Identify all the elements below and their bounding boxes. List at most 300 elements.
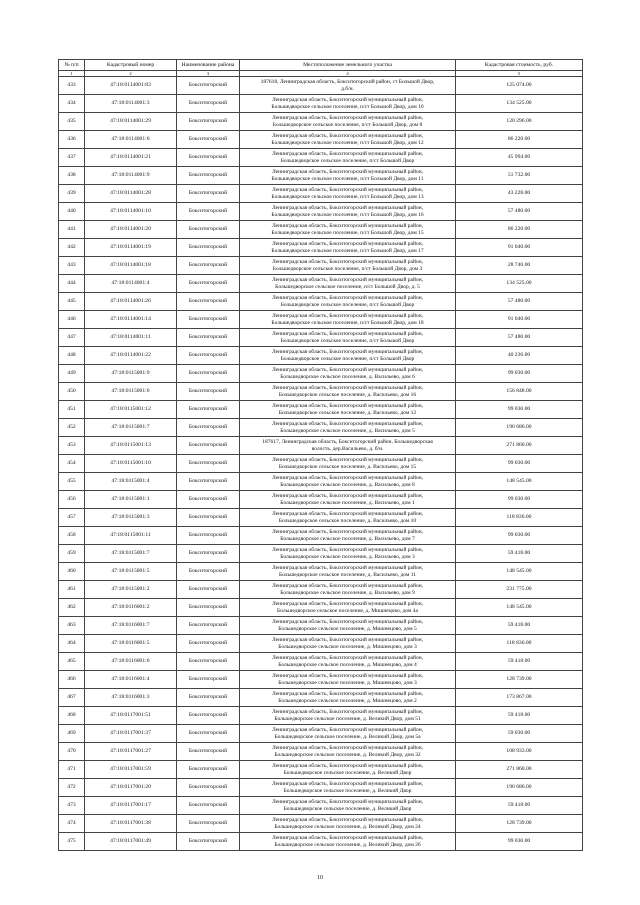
location-line: Ленинградская область, Бокситогорский муниципальный район, bbox=[271, 727, 424, 734]
row-number: 435 bbox=[59, 113, 85, 131]
table-row bbox=[59, 455, 583, 473]
row-number: 465 bbox=[59, 653, 85, 671]
location-cell bbox=[240, 401, 456, 419]
location-cell bbox=[240, 599, 456, 617]
district-name: Бокситогорский bbox=[177, 113, 240, 131]
table-row bbox=[59, 239, 583, 257]
cadastral-value: 43 228.00 bbox=[456, 185, 583, 203]
location-line: Большедворское сельское поселение, п/ст Большой Двор bbox=[280, 157, 415, 164]
location-cell bbox=[240, 257, 456, 275]
district-name: Бокситогорский bbox=[177, 437, 240, 455]
location-line: Ленинградская область, Бокситогорский муниципальный район, bbox=[271, 205, 424, 212]
location-line: Ленинградская область, Бокситогорский муниципальный район, bbox=[271, 457, 424, 464]
location-cell bbox=[240, 149, 456, 167]
table-row bbox=[59, 95, 583, 113]
row-number: 442 bbox=[59, 239, 85, 257]
location-line: Большедворское сельское поселение, п/ст Большой Двор, дом 18 bbox=[271, 319, 424, 326]
location-line: 187617, Ленинградская область, Бокситогорский район, Большедворская bbox=[262, 439, 433, 446]
cadastral-number: 47:18:0116001:4 bbox=[85, 671, 177, 689]
cadastral-number: 47:18:0115001:7 bbox=[85, 545, 177, 563]
location-line: Большедворское сельское поселение, д. Великий Двор, дом 5а bbox=[274, 733, 421, 740]
cadastral-number: 47:18:0115001:5 bbox=[85, 563, 177, 581]
cadastral-value: 59 418.00 bbox=[456, 653, 583, 671]
table-row bbox=[59, 707, 583, 725]
location-cell bbox=[240, 293, 456, 311]
location-line: Ленинградская область, Бокситогорский муниципальный район, bbox=[271, 115, 424, 122]
cadastral-value: 231 775.00 bbox=[456, 581, 583, 599]
cadastral-value: 45 994.00 bbox=[456, 149, 583, 167]
cadastral-number: 47:18:0117001:59 bbox=[85, 761, 177, 779]
location-cell bbox=[240, 581, 456, 599]
location-cell bbox=[240, 203, 456, 221]
location-line: Большедворское сельское поселение, п/ст Большой Двор bbox=[280, 355, 415, 362]
table-row bbox=[59, 491, 583, 509]
location-line: Большедворское сельское поселение, д. Мишнецово, дом 3 bbox=[278, 643, 417, 650]
location-cell bbox=[240, 383, 456, 401]
row-number: 433 bbox=[59, 77, 85, 95]
cadastral-number: 47:18:0114001:29 bbox=[85, 113, 177, 131]
row-number: 462 bbox=[59, 599, 85, 617]
row-number: 453 bbox=[59, 437, 85, 455]
location-line: Ленинградская область, Бокситогорский муниципальный район, bbox=[271, 583, 424, 590]
location-line: Ленинградская область, Бокситогорский муниципальный район, bbox=[271, 385, 424, 392]
location-cell bbox=[240, 329, 456, 347]
location-cell bbox=[240, 491, 456, 509]
cadastral-value: 86 220.00 bbox=[456, 221, 583, 239]
location-cell bbox=[240, 167, 456, 185]
location-line: Большедворское сельское поселение, д. Васильево, дом 1 bbox=[280, 499, 415, 506]
table-row bbox=[59, 653, 583, 671]
location-line: Ленинградская область, Бокситогорский муниципальный район, bbox=[271, 709, 424, 716]
cadastral-value: 91 040.00 bbox=[456, 311, 583, 329]
cadastral-number: 47:18:0117001:38 bbox=[85, 815, 177, 833]
district-name: Бокситогорский bbox=[177, 563, 240, 581]
row-number: 470 bbox=[59, 743, 85, 761]
cadastral-value: 120 296.00 bbox=[456, 113, 583, 131]
cadastral-value: 99 030.00 bbox=[456, 365, 583, 383]
location-line: Ленинградская область, Бокситогорский муниципальный район, bbox=[271, 817, 424, 824]
district-name: Бокситогорский bbox=[177, 797, 240, 815]
row-number: 459 bbox=[59, 545, 85, 563]
district-name: Бокситогорский bbox=[177, 815, 240, 833]
cadastral-number: 47:18:0114001:21 bbox=[85, 149, 177, 167]
location-line: Ленинградская область, Бокситогорский муниципальный район, bbox=[271, 403, 424, 410]
district-name: Бокситогорский bbox=[177, 707, 240, 725]
location-line: Ленинградская область, Бокситогорский муниципальный район, bbox=[271, 475, 424, 482]
location-line: Большедворское сельское поселение, д. Васильево, дом 6 bbox=[280, 373, 415, 380]
cadastral-number: 47:18:0114001:6 bbox=[85, 131, 177, 149]
location-line: Ленинградская область, Бокситогорский муниципальный район, bbox=[271, 313, 424, 320]
cadastral-number: 47:18:0115001:3 bbox=[85, 509, 177, 527]
district-name: Бокситогорский bbox=[177, 599, 240, 617]
cadastral-number: 47:18:0114001:83 bbox=[85, 77, 177, 95]
cadastral-value: 148 545.00 bbox=[456, 473, 583, 491]
district-name: Бокситогорский bbox=[177, 365, 240, 383]
table-row bbox=[59, 779, 583, 797]
location-line: Большедворское сельское поселение, д. Мишнецово, дом 3 bbox=[278, 679, 417, 686]
row-number: 437 bbox=[59, 149, 85, 167]
district-name: Бокситогорский bbox=[177, 401, 240, 419]
location-cell bbox=[240, 221, 456, 239]
cadastral-number: 47:18:0115001:6 bbox=[85, 383, 177, 401]
location-cell bbox=[240, 707, 456, 725]
location-line: Большедворское сельское поселение, п/ст Большой Двор, д. 5 bbox=[275, 283, 420, 290]
district-name: Бокситогорский bbox=[177, 131, 240, 149]
district-name: Бокситогорский bbox=[177, 203, 240, 221]
district-name: Бокситогорский bbox=[177, 779, 240, 797]
location-line: Ленинградская область, Бокситогорский муниципальный район, bbox=[271, 511, 424, 518]
location-line: Ленинградская область, Бокситогорский муниципальный район, bbox=[271, 331, 424, 338]
location-line: Ленинградская область, Бокситогорский муниципальный район, bbox=[271, 133, 424, 140]
district-name: Бокситогорский bbox=[177, 95, 240, 113]
location-line: Большедворское сельское поселение, п/ст Большой Двор, дом 16 bbox=[271, 211, 424, 218]
cadastral-value: 99 030.00 bbox=[456, 833, 583, 851]
location-line: Большедворское сельское поселение, д. Васильево, дом 8 bbox=[280, 481, 415, 488]
location-line: Ленинградская область, Бокситогорский муниципальный район, bbox=[271, 655, 424, 662]
cadastral-number: 47:18:0117001:49 bbox=[85, 833, 177, 851]
row-number: 469 bbox=[59, 725, 85, 743]
table-row bbox=[59, 329, 583, 347]
location-cell bbox=[240, 311, 456, 329]
district-name: Бокситогорский bbox=[177, 473, 240, 491]
table-row bbox=[59, 347, 583, 365]
row-number: 475 bbox=[59, 833, 85, 851]
location-line: Большедворское сельское поселение, д. Великий Двор, дом 51 bbox=[274, 715, 421, 722]
row-number: 439 bbox=[59, 185, 85, 203]
location-line: Большедворское сельское поселение, д. Великий Двор bbox=[283, 787, 412, 794]
table-row bbox=[59, 275, 583, 293]
location-cell bbox=[240, 653, 456, 671]
district-name: Бокситогорский bbox=[177, 257, 240, 275]
cadastral-value: 51 732.00 bbox=[456, 167, 583, 185]
location-cell bbox=[240, 815, 456, 833]
location-line: Ленинградская область, Бокситогорский муниципальный район, bbox=[271, 223, 424, 230]
location-line: Ленинградская область, Бокситогорский муниципальный район, bbox=[271, 835, 424, 842]
cadastral-value: 134 525.00 bbox=[456, 275, 583, 293]
cadastral-number: 47:18:0115001:4 bbox=[85, 473, 177, 491]
column-index: 1 bbox=[59, 71, 85, 77]
cadastral-value: 91 040.00 bbox=[456, 239, 583, 257]
location-line: Большедворское сельское поселение, д. Васильево, дом 9 bbox=[280, 589, 415, 596]
district-name: Бокситогорский bbox=[177, 635, 240, 653]
cadastral-value: 108 933.00 bbox=[456, 743, 583, 761]
location-line: Большедворское сельское поселение, п/ст Большой Двор bbox=[280, 337, 415, 344]
cadastral-value: 99 030.00 bbox=[456, 491, 583, 509]
row-number: 466 bbox=[59, 671, 85, 689]
cadastral-number: 47:18:0117001:20 bbox=[85, 779, 177, 797]
location-cell bbox=[240, 725, 456, 743]
cadastral-value: 99 030.00 bbox=[456, 455, 583, 473]
row-number: 445 bbox=[59, 293, 85, 311]
cadastral-value: 57 480.00 bbox=[456, 329, 583, 347]
location-line: д.б/н. bbox=[341, 85, 354, 92]
cadastral-number: 47:18:0115001:13 bbox=[85, 437, 177, 455]
table-row bbox=[59, 581, 583, 599]
district-name: Бокситогорский bbox=[177, 275, 240, 293]
cadastral-number: 47:18:0115001:7 bbox=[85, 419, 177, 437]
row-number: 441 bbox=[59, 221, 85, 239]
district-name: Бокситогорский bbox=[177, 455, 240, 473]
row-number: 438 bbox=[59, 167, 85, 185]
row-number: 447 bbox=[59, 329, 85, 347]
location-line: Большедворское сельское поселение, д. Васильево, дом 12 bbox=[278, 409, 417, 416]
cadastral-number: 47:18:0117001:37 bbox=[85, 725, 177, 743]
row-number: 434 bbox=[59, 95, 85, 113]
table-row bbox=[59, 761, 583, 779]
location-line: Ленинградская область, Бокситогорский муниципальный район, bbox=[271, 745, 424, 752]
location-cell bbox=[240, 671, 456, 689]
row-number: 474 bbox=[59, 815, 85, 833]
row-number: 456 bbox=[59, 491, 85, 509]
location-cell bbox=[240, 797, 456, 815]
location-line: Ленинградская область, Бокситогорский муниципальный район, bbox=[271, 367, 424, 374]
cadastral-value: 148 545.00 bbox=[456, 563, 583, 581]
table-row bbox=[59, 257, 583, 275]
row-number: 472 bbox=[59, 779, 85, 797]
location-line: Ленинградская область, Бокситогорский муниципальный район, bbox=[271, 97, 424, 104]
location-cell bbox=[240, 455, 456, 473]
location-line: Ленинградская область, Бокситогорский муниципальный район, bbox=[271, 259, 424, 266]
location-line: Большедворское сельское поселение, п/ст Большой Двор, дом 10 bbox=[271, 103, 424, 110]
location-line: Ленинградская область, Бокситогорский муниципальный район, bbox=[271, 493, 424, 500]
location-cell bbox=[240, 239, 456, 257]
table-row bbox=[59, 203, 583, 221]
district-name: Бокситогорский bbox=[177, 347, 240, 365]
location-line: Большедворское сельское поселение, п/ст Большой Двор, дом 12 bbox=[271, 139, 424, 146]
row-number: 457 bbox=[59, 509, 85, 527]
cadastral-value: 28 740.00 bbox=[456, 257, 583, 275]
location-line: Большедворское сельское поселение, д. Великий Двор bbox=[283, 769, 412, 776]
cadastral-number: 47:18:0116001:5 bbox=[85, 635, 177, 653]
table-row bbox=[59, 77, 583, 95]
location-cell bbox=[240, 131, 456, 149]
district-name: Бокситогорский bbox=[177, 419, 240, 437]
table-header-row bbox=[59, 60, 583, 71]
row-number: 464 bbox=[59, 635, 85, 653]
cadastral-number: 47:18:0114001:9 bbox=[85, 167, 177, 185]
location-line: Ленинградская область, Бокситогорский муниципальный район, bbox=[271, 565, 424, 572]
column-index: 4 bbox=[240, 71, 456, 77]
district-name: Бокситогорский bbox=[177, 185, 240, 203]
cadastral-number: 47:18:0116001:2 bbox=[85, 599, 177, 617]
district-name: Бокситогорский bbox=[177, 311, 240, 329]
header-cadastral: Кадастровый номер bbox=[85, 60, 177, 71]
cadastral-number: 47:18:0115001:12 bbox=[85, 401, 177, 419]
location-line: Большедворское сельское поселение, п/ст Большой Двор, дом 3 bbox=[272, 265, 423, 272]
row-number: 440 bbox=[59, 203, 85, 221]
location-line: Ленинградская область, Бокситогорский муниципальный район, bbox=[271, 349, 424, 356]
district-name: Бокситогорский bbox=[177, 77, 240, 95]
location-line: Большедворское сельское поселение, д. Великий Двор, дом 24 bbox=[274, 823, 421, 830]
location-line: Большедворское сельское поселение, п/ст Большой Двор, дом 11 bbox=[271, 175, 424, 182]
table-row bbox=[59, 743, 583, 761]
table-row bbox=[59, 131, 583, 149]
district-name: Бокситогорский bbox=[177, 509, 240, 527]
cadastral-value: 271 860.00 bbox=[456, 437, 583, 455]
location-line: Большедворское сельское поселение, п/ст Большой Двор bbox=[280, 301, 415, 308]
cadastral-number: 47:18:0116001:3 bbox=[85, 689, 177, 707]
district-name: Бокситогорский bbox=[177, 167, 240, 185]
location-line: Большедворское сельское поселение, д. Мишнецово, дом 4 bbox=[278, 661, 417, 668]
district-name: Бокситогорский bbox=[177, 617, 240, 635]
location-cell bbox=[240, 689, 456, 707]
cadastral-number: 47:18:0114001:14 bbox=[85, 311, 177, 329]
cadastral-value: 118 836.00 bbox=[456, 509, 583, 527]
cadastral-value: 128 739.00 bbox=[456, 815, 583, 833]
table-row bbox=[59, 527, 583, 545]
column-index: 5 bbox=[456, 71, 583, 77]
location-cell bbox=[240, 617, 456, 635]
location-line: Ленинградская область, Бокситогорский муниципальный район, bbox=[271, 421, 424, 428]
location-cell bbox=[240, 275, 456, 293]
location-cell bbox=[240, 563, 456, 581]
cadastral-number: 47:18:0114001:11 bbox=[85, 329, 177, 347]
district-name: Бокситогорский bbox=[177, 581, 240, 599]
cadastral-value: 173 867.00 bbox=[456, 689, 583, 707]
location-line: Большедворское сельское поселение, д. Васильево, дом 11 bbox=[278, 571, 417, 578]
column-index: 2 bbox=[85, 71, 177, 77]
row-number: 449 bbox=[59, 365, 85, 383]
location-cell bbox=[240, 113, 456, 131]
cadastral-number: 47:18:0115001:1 bbox=[85, 491, 177, 509]
location-line: Ленинградская область, Бокситогорский муниципальный район, bbox=[271, 619, 424, 626]
location-line: Ленинградская область, Бокситогорский муниципальный район, bbox=[271, 295, 424, 302]
cadastral-number: 47:18:0115001:9 bbox=[85, 365, 177, 383]
row-number: 458 bbox=[59, 527, 85, 545]
cadastral-value: 118 836.00 bbox=[456, 635, 583, 653]
location-cell bbox=[240, 473, 456, 491]
cadastral-value: 99 030.00 bbox=[456, 401, 583, 419]
column-index: 3 bbox=[177, 71, 240, 77]
location-cell bbox=[240, 743, 456, 761]
location-line: Большедворское сельское поселение, д. Васильево, дом 7 bbox=[280, 535, 415, 542]
cadastral-number: 47:18:0117001:17 bbox=[85, 797, 177, 815]
location-line: Ленинградская область, Бокситогорский муниципальный район, bbox=[271, 691, 424, 698]
table-row bbox=[59, 509, 583, 527]
cadastral-number: 47:18:0116001:6 bbox=[85, 653, 177, 671]
cadastral-number: 47:18:0114001:18 bbox=[85, 257, 177, 275]
cadastral-value: 156 848.00 bbox=[456, 383, 583, 401]
table-row bbox=[59, 797, 583, 815]
row-number: 454 bbox=[59, 455, 85, 473]
district-name: Бокситогорский bbox=[177, 653, 240, 671]
district-name: Бокситогорский bbox=[177, 725, 240, 743]
table-row bbox=[59, 419, 583, 437]
cadastral-value: 40 236.00 bbox=[456, 347, 583, 365]
cadastral-number: 47:18:0114001:22 bbox=[85, 347, 177, 365]
cadastral-value-table bbox=[58, 59, 583, 851]
cadastral-value: 59 418.00 bbox=[456, 797, 583, 815]
cadastral-value: 86 220.00 bbox=[456, 131, 583, 149]
row-number: 446 bbox=[59, 311, 85, 329]
district-name: Бокситогорский bbox=[177, 149, 240, 167]
table-row bbox=[59, 221, 583, 239]
location-line: Большедворское сельское поселение, п/ст Большой Двор, дом 13 bbox=[271, 193, 424, 200]
cadastral-number: 47:18:0114001:28 bbox=[85, 185, 177, 203]
location-line: Большедворское сельское поселение, д. Васильево, дом 16 bbox=[278, 391, 417, 398]
cadastral-number: 47:18:0114001:19 bbox=[85, 239, 177, 257]
table-row bbox=[59, 671, 583, 689]
header-value: Кадастровая стоимость, руб. bbox=[456, 60, 583, 71]
location-cell bbox=[240, 527, 456, 545]
row-number: 455 bbox=[59, 473, 85, 491]
location-line: волость, дер.Васильево, д. б/н. bbox=[311, 445, 384, 452]
location-cell bbox=[240, 95, 456, 113]
location-cell bbox=[240, 347, 456, 365]
district-name: Бокситогорский bbox=[177, 221, 240, 239]
location-line: Большедворское сельское поселение, д. Великий Двор, дом 26 bbox=[274, 841, 421, 848]
table-row bbox=[59, 563, 583, 581]
location-cell bbox=[240, 365, 456, 383]
district-name: Бокситогорский bbox=[177, 671, 240, 689]
cadastral-value: 134 525.00 bbox=[456, 95, 583, 113]
location-cell bbox=[240, 761, 456, 779]
cadastral-number: 47:18:0115001:11 bbox=[85, 527, 177, 545]
location-line: Большедворское сельское поселение, п/ст Большой Двор, дом 8 bbox=[272, 121, 423, 128]
table-row bbox=[59, 725, 583, 743]
row-number: 450 bbox=[59, 383, 85, 401]
cadastral-number: 47:18:0114001:20 bbox=[85, 221, 177, 239]
cadastral-value: 59 418.00 bbox=[456, 707, 583, 725]
cadastral-value: 148 545.00 bbox=[456, 599, 583, 617]
cadastral-number: 47:18:0114001:26 bbox=[85, 293, 177, 311]
location-cell bbox=[240, 419, 456, 437]
table-row bbox=[59, 635, 583, 653]
row-number: 467 bbox=[59, 689, 85, 707]
cadastral-number: 47:18:0116001:7 bbox=[85, 617, 177, 635]
row-number: 451 bbox=[59, 401, 85, 419]
location-line: Ленинградская область, Бокситогорский муниципальный район, bbox=[271, 781, 424, 788]
cadastral-value: 59 418.00 bbox=[456, 545, 583, 563]
location-line: Большедворское сельское поселение, д. Васильево, дом 15 bbox=[278, 463, 417, 470]
row-number: 471 bbox=[59, 761, 85, 779]
location-line: Большедворское сельское поселение, д. Васильево, дом 3 bbox=[280, 553, 415, 560]
location-cell bbox=[240, 635, 456, 653]
location-line: Ленинградская область, Бокситогорский муниципальный район, bbox=[271, 187, 424, 194]
cadastral-number: 47:18:0114001:4 bbox=[85, 275, 177, 293]
district-name: Бокситогорский bbox=[177, 833, 240, 851]
header-district: Наименование района bbox=[177, 60, 240, 71]
district-name: Бокситогорский bbox=[177, 383, 240, 401]
location-line: Ленинградская область, Бокситогорский муниципальный район, bbox=[271, 547, 424, 554]
row-number: 436 bbox=[59, 131, 85, 149]
location-line: Ленинградская область, Бокситогорский муниципальный район, bbox=[271, 169, 424, 176]
district-name: Бокситогорский bbox=[177, 329, 240, 347]
location-line: Большедворское сельское поселение, п/ст Большой Двор, дом 15 bbox=[271, 229, 424, 236]
row-number: 463 bbox=[59, 617, 85, 635]
location-cell bbox=[240, 437, 456, 455]
cadastral-value: 57 480.00 bbox=[456, 293, 583, 311]
location-line: Большедворское сельское поселение, д. Мишнецово, дом 5 bbox=[278, 625, 417, 632]
location-line: Ленинградская область, Бокситогорский муниципальный район, bbox=[271, 241, 424, 248]
district-name: Бокситогорский bbox=[177, 293, 240, 311]
location-line: Большедворское сельское поселение, д. Великий Двор bbox=[283, 805, 412, 812]
table-row bbox=[59, 473, 583, 491]
location-cell bbox=[240, 77, 456, 95]
location-cell bbox=[240, 545, 456, 563]
location-line: Ленинградская область, Бокситогорский муниципальный район, bbox=[271, 763, 424, 770]
location-line: Большедворское сельское поселение, д. Мишнецово, дом 4а bbox=[277, 607, 418, 614]
table-row bbox=[59, 365, 583, 383]
cadastral-value: 59 030.00 bbox=[456, 725, 583, 743]
location-cell bbox=[240, 509, 456, 527]
row-number: 468 bbox=[59, 707, 85, 725]
location-line: 187618, Ленинградская область, Бокситогорский район, ст Большой Двор, bbox=[260, 79, 435, 86]
location-cell bbox=[240, 185, 456, 203]
table-row bbox=[59, 617, 583, 635]
row-number: 473 bbox=[59, 797, 85, 815]
cadastral-number: 47:18:0115001:2 bbox=[85, 581, 177, 599]
